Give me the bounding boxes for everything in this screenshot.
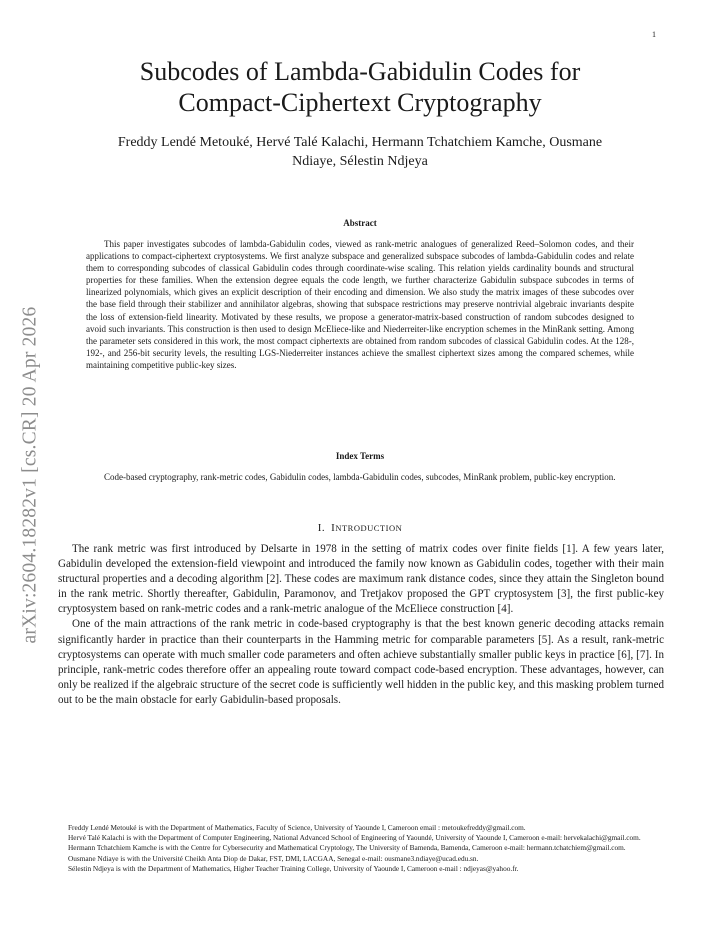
- author-affiliation-footnotes: [58, 823, 664, 874]
- introduction-body: [58, 542, 664, 708]
- intro-paragraph-2: One of the main attractions of the rank metric in code-based cryptography is that the best known generic decoding attacks remain significantly harder in practice than their counterparts in the Hamming metric for comparable parameters [5]. As a result, rank-metric cryptosystems can operate with much smaller code parameters and often achieve substantially smaller public keys in practice [6], [7]. In principle, rank-metric codes therefore offer an appealing route toward compact code-based encryption. These advantages, however, can only be realized if the algebraic structure of the secret code is sufficiently well hidden in the public key, and this masking problem turned out to be the main obstacle for early Gabidulin-based proposals.: [58, 618, 664, 706]
- page-number: 1: [652, 30, 656, 39]
- footnote-ndjeya: Sélestin Ndjeya is with the Department of Mathematics, Higher Teacher Training College, University of Yaounde I, Cameroon e-mail : ndjeyas@yahoo.fr.: [68, 863, 519, 873]
- intro-paragraph-1: The rank metric was first introduced by Delsarte in 1978 in the setting of matrix codes over finite fields [1]. A few years later, Gabidulin developed the extension-field viewpoint and introduced the family now known as Gabidulin codes, together with their main structural properties and a decoding algorithm [2]. These codes are maximum rank distance codes, since they attain the Singleton bound in the rank metric. Shortly thereafter, Gabidulin, Paramonov, and Tretjakov proposed the GPT cryptosystem [3], the first public-key cryptosystem based on rank-metric codes and a rank-metric analogue of the McEliece construction [4].: [58, 543, 664, 616]
- paper-title-line-2: Compact-Ciphertext Cryptography: [178, 88, 542, 117]
- section-title-rest: NTRODUCTION: [335, 523, 403, 533]
- index-terms-heading: Index Terms: [335, 451, 385, 461]
- author-list-line-2: Ndiaye, Sélestin Ndjeya: [292, 154, 428, 169]
- section-title-initial: I: [331, 522, 336, 534]
- footnote-kalachi: Hervé Talé Kalachi is with the Department of Computer Engineering, National Advanced School of Engineering of Yaoundé, University of Yaounde I, Cameroon e-mail: hervekalachi@gmail.com.: [68, 833, 641, 843]
- abstract-body: [86, 238, 634, 371]
- index-terms-text: Code-based cryptography, rank-metric codes, Gabidulin codes, lambda-Gabidulin codes, subcodes, MinRank problem, public-key encryption.: [104, 472, 616, 482]
- section-heading-introduction: [60, 522, 660, 534]
- abstract-heading: Abstract: [343, 218, 377, 228]
- footnote-metouke: Freddy Lendé Metouké is with the Department of Mathematics, Faculty of Science, University of Yaounde I, Cameroon email : metoukefreddy@gmail.com.: [68, 823, 526, 832]
- footnote-kamche: Hermann Tchatchiem Kamche is with the Centre for Cybersecurity and Mathematical Cryptology, The University of Bamenda, Bamenda, Cameroon e-mail: hermann.tchatchiem@gmail.com.: [68, 843, 626, 853]
- abstract-text: This paper investigates subcodes of lambda-Gabidulin codes, viewed as rank-metric analogues of generalized Reed–Solomon codes, and their applications to compact-ciphertext cryptosystems. We first analyze subspace and generalized subspace subcodes of lambda-Gabidulin codes and relate them to corresponding subcodes of classical Gabidulin codes through coordinate-wise scaling. This relation yields cardinality bounds and structural properties for these families. When the extension degree equals the code length, we further characterize Gabidulin subspace subcodes in terms of linearized polynomials, which gives an explicit description of their encoding and dimension. We also study the matrix images of these subcodes over the base field through their stabilizer and annihilator algebras, showing that subspace restrictions may preserve nontrivial algebraic invariants despite the loss of extension-field linearity. Motivated by these results, we propose a generator-matrix-based construction of random subcodes designed to avoid such invariants. This construction is then used to design McEliece-like and Niederreiter-like encryption schemes in the MinRank setting. Among the parameter sets considered in this work, the most compact ciphertexts are obtained from random subcodes of classical Gabidulin codes. At the 128-, 192-, and 256-bit security levels, the resulting LGS-Niederreiter instances achieve the smallest ciphertext sizes among the compared schemes, while maintaining competitive public-key sizes.: [86, 239, 634, 370]
- author-list: [60, 133, 660, 171]
- arxiv-identifier: [20, 260, 40, 690]
- paper-title-line-1: Subcodes of Lambda-Gabidulin Codes for: [139, 57, 581, 86]
- footnote-ndiaye: Ousmane Ndiaye is with the Université Cheikh Anta Diop de Dakar, FST, DMI, LACGAA, Senegal e-mail: ousmane3.ndiaye@ucad.edu.sn.: [68, 853, 479, 863]
- paper-title: [60, 56, 660, 118]
- author-list-line-1: Freddy Lendé Metouké, Hervé Talé Kalachi, Hermann Tchatchiem Kamche, Ousmane: [117, 135, 603, 150]
- section-number: I.: [317, 522, 326, 534]
- index-terms-body: [86, 471, 634, 484]
- arxiv-identifier-text: arXiv:2604.18282v1 [cs.CR] 20 Apr 2026: [19, 306, 41, 644]
